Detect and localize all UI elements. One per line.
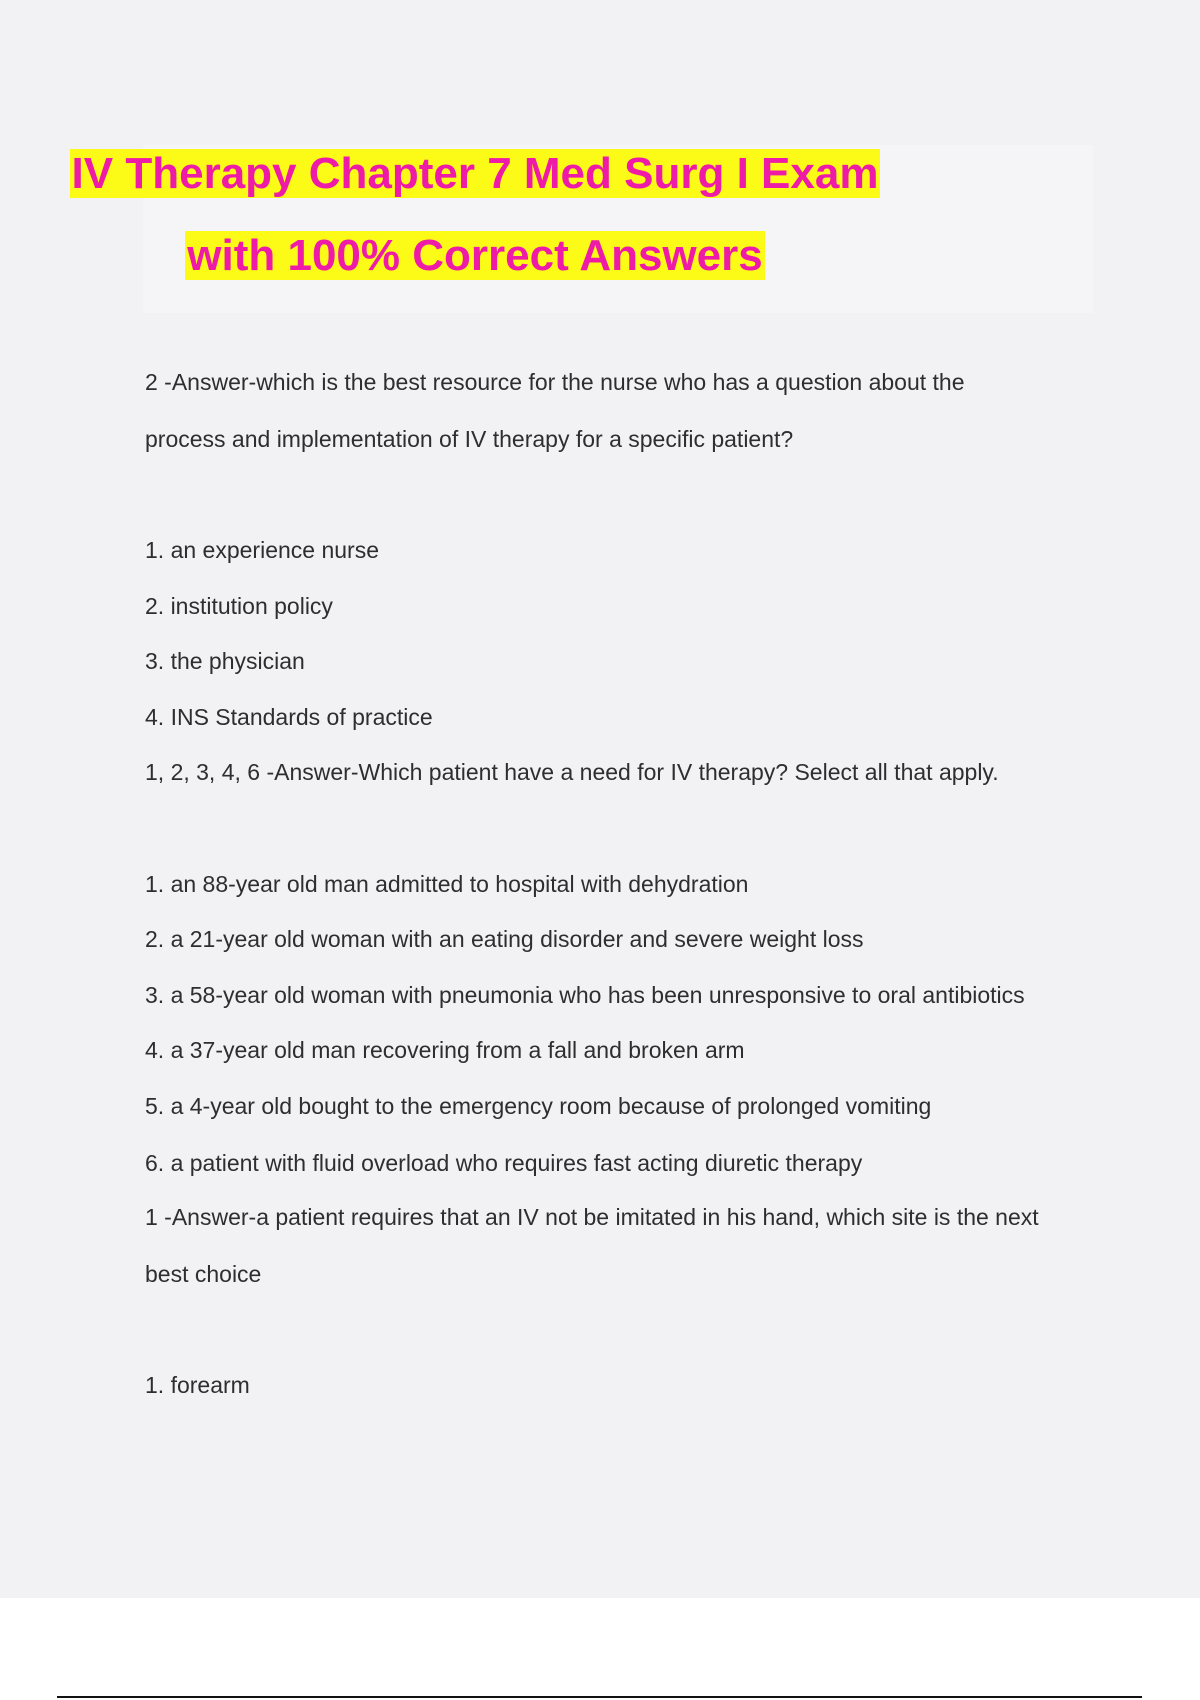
question-1-text-line-2: process and implementation of IV therapy for a specific patient? <box>145 426 794 452</box>
question-3-option: 1. forearm <box>145 1372 250 1398</box>
title-highlight-2: with 100% Correct Answers <box>187 231 763 280</box>
document-title-line-2 <box>0 228 950 284</box>
question-1-option: 4. INS Standards of practice <box>145 704 433 730</box>
document-title-line-1 <box>0 146 950 202</box>
question-2-option: 6. a patient with fluid overload who requires fast acting diuretic therapy <box>145 1150 863 1176</box>
question-2-option: 3. a 58-year old woman with pneumonia who has been unresponsive to oral antibiotics <box>145 982 1025 1008</box>
question-3-text-line-2: best choice <box>145 1261 262 1287</box>
question-2-text-line-1: 1, 2, 3, 4, 6 -Answer-Which patient have a need for IV therapy? Select all that apply. <box>145 759 999 785</box>
question-1-option: 2. institution policy <box>145 593 333 619</box>
question-2-option: 1. an 88-year old man admitted to hospital with dehydration <box>145 871 749 897</box>
page-bottom-margin <box>0 1598 1200 1700</box>
title-highlight-1: IV Therapy Chapter 7 Med Surg I Exam <box>71 149 879 198</box>
question-1-option: 3. the physician <box>145 648 305 674</box>
footer-divider <box>57 1696 1142 1698</box>
question-2-option: 4. a 37-year old man recovering from a fall and broken arm <box>145 1037 745 1063</box>
question-1-option: 1. an experience nurse <box>145 537 379 563</box>
question-2-option: 2. a 21-year old woman with an eating disorder and severe weight loss <box>145 926 864 952</box>
question-3-text-line-1: 1 -Answer-a patient requires that an IV not be imitated in his hand, which site is the next <box>145 1204 1039 1230</box>
question-2-option: 5. a 4-year old bought to the emergency room because of prolonged vomiting <box>145 1093 932 1119</box>
question-1-text-line-1: 2 -Answer-which is the best resource for the nurse who has a question about the <box>145 369 965 395</box>
